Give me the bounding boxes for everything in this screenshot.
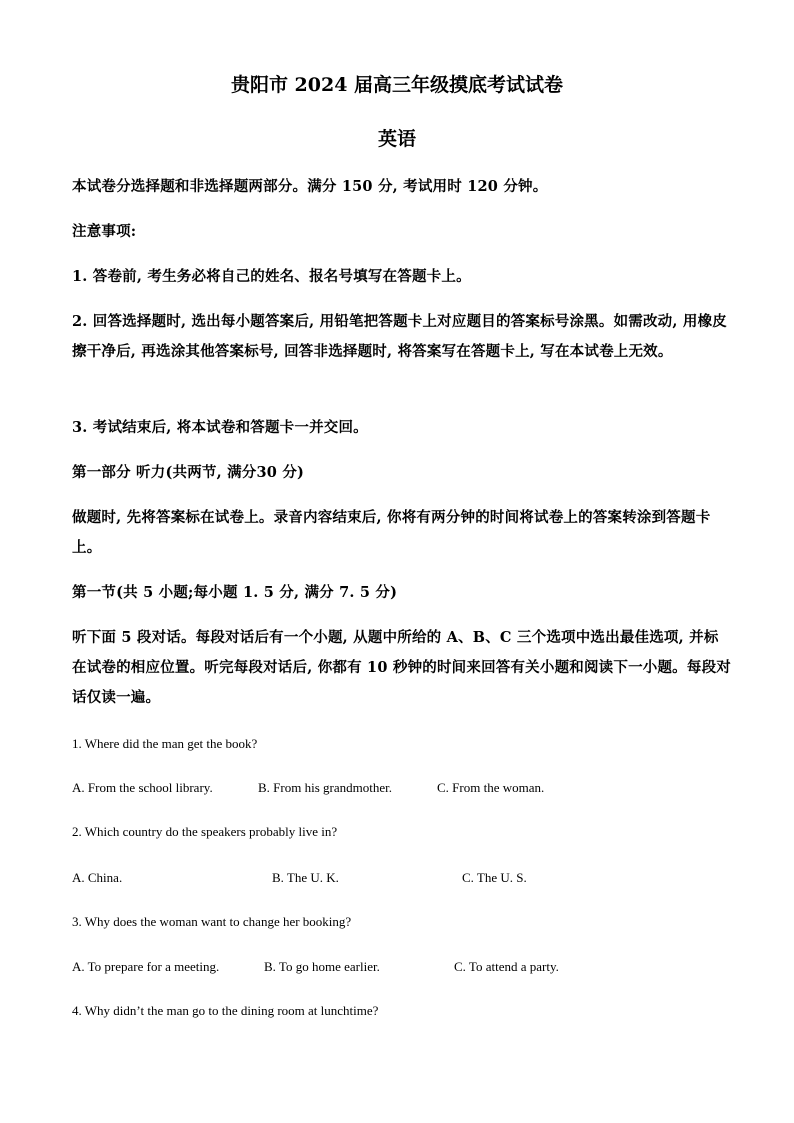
question-3: 3. Why does the woman want to change her booking? — [72, 914, 352, 929]
q1-option-b: B. From his grandmother. — [258, 780, 392, 795]
intro-text: 本试卷分选择题和非选择题两部分。满分 150 分, 考试用时 120 分钟。 — [72, 178, 548, 195]
part1-instruction: 做题时, 先将答案标在试卷上。录音内容结束后, 你将有两分钟的时间将试卷上的答案转涂到答题卡上。 — [72, 509, 711, 556]
notice-heading: 注意事项: — [72, 223, 137, 240]
q2-option-c: C. The U. S. — [462, 870, 527, 885]
q3-option-c: C. To attend a party. — [454, 959, 559, 974]
q3-option-b: B. To go home earlier. — [264, 959, 380, 974]
notice-item-3: 3. 考试结束后, 将本试卷和答题卡一并交回。 — [72, 419, 368, 436]
q1-option-c: C. From the woman. — [437, 780, 545, 795]
notice-item-1: 1. 答卷前, 考生务必将自己的姓名、报名号填写在答题卡上。 — [72, 268, 471, 285]
q2-option-a: A. China. — [72, 870, 123, 885]
subject-title: 英语 — [377, 128, 416, 150]
q2-option-b: B. The U. K. — [272, 870, 339, 885]
exam-title: 贵阳市 2024 届高三年级摸底考试试卷 — [230, 74, 564, 96]
question-2: 2. Which country do the speakers probably live in? — [72, 824, 338, 839]
section1-instruction: 听下面 5 段对话。每段对话后有一个小题, 从题中所给的 A、B、C 三个选项中选出最佳选项, 并标在试卷的相应位置。听完每段对话后, 你都有 10 秒钟的时间来回答有关小题和阅读下一小题。每段对话仅读一遍。 — [72, 629, 731, 706]
section1-heading: 第一节(共 5 小题;每小题 1. 5 分, 满分 7. 5 分) — [72, 584, 398, 601]
q1-option-a: A. From the school library. — [72, 780, 213, 795]
question-1: 1. Where did the man get the book? — [72, 736, 258, 751]
q3-option-a: A. To prepare for a meeting. — [72, 959, 220, 974]
notice-item-2: 2. 回答选择题时, 选出每小题答案后, 用铅笔把答题卡上对应题目的答案标号涂黑。如需改动, 用橡皮擦干净后, 再选涂其他答案标号, 回答非选择题时, 将答案写在答题卡上, 写在本试卷上无效。 — [72, 313, 727, 360]
part1-heading: 第一部分 听力(共两节, 满分30 分) — [72, 464, 305, 481]
question-4: 4. Why didn’t the man go to the dining room at lunchtime? — [72, 1003, 379, 1018]
